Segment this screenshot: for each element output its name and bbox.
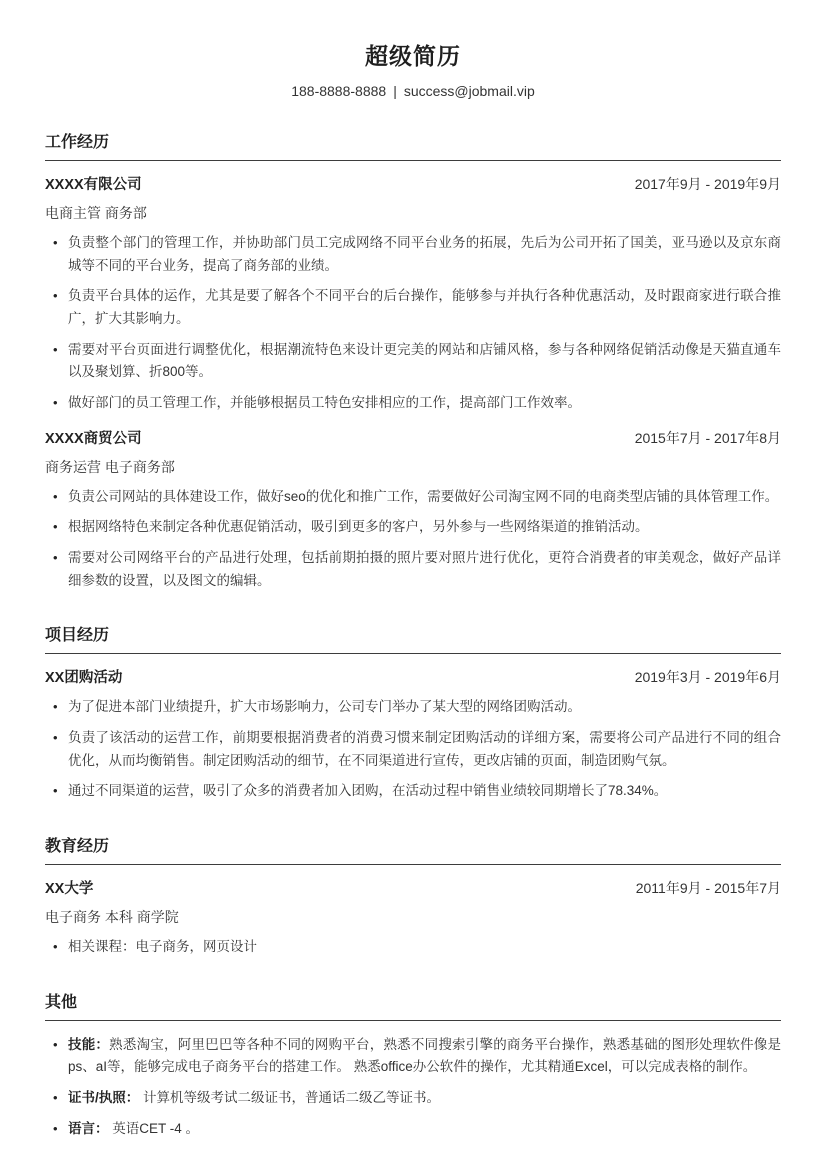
other-item-label: 技能： xyxy=(68,1036,110,1052)
bullet-item: • 根据网络特色来制定各种优惠促销活动，吸引到更多的客户，另外参与一些网络渠道的推销活动。 xyxy=(53,516,781,539)
bullet-list xyxy=(45,486,781,593)
bullet-item: • 负责了该活动的运营工作，前期要根据消费者的消费习惯来制定团购活动的详细方案，需要将公司产品进行不同的组合优化，从而均衡销售。制定团购活动的细节，在不同渠道进行宣传，更改店铺的页面，制造团购气氛。 xyxy=(53,727,781,772)
phone-number: 188-8888-8888 xyxy=(291,83,387,99)
school-name: XX大学 xyxy=(45,881,94,898)
section-title-project: 项目经历 xyxy=(45,622,781,654)
bullet-list xyxy=(45,696,781,803)
entry-header xyxy=(45,666,781,687)
job-title: 电商主管 商务部 xyxy=(45,205,147,221)
project-name: XX团购活动 xyxy=(45,670,123,687)
section-education xyxy=(45,833,781,959)
bullet-item: • 做好部门的员工管理工作，并能够根据员工特色安排相应的工作，提高部门工作效率。 xyxy=(53,392,781,415)
other-item-label: 证书/执照： xyxy=(68,1090,140,1106)
bullet-list xyxy=(45,1034,781,1141)
entry-header xyxy=(45,877,781,898)
bullet-item: • 为了促进本部门业绩提升，扩大市场影响力，公司专门举办了某大型的网络团购活动。 xyxy=(53,696,781,719)
bullet-item: • 需要对公司网络平台的产品进行处理，包括前期拍摄的照片要对照片进行优化，更符合消费者的审美观念，做好产品详细参数的设置，以及图文的编辑。 xyxy=(53,547,781,592)
entry-header xyxy=(45,427,781,448)
bullet-item: • 通过不同渠道的运营，吸引了众多的消费者加入团购，在活动过程中销售业绩较同期增长了78.34%。 xyxy=(53,780,781,803)
bullet-list xyxy=(45,936,781,959)
section-work-experience xyxy=(45,129,781,592)
other-item-label: 语言： xyxy=(68,1120,109,1136)
project-entry-1 xyxy=(45,666,781,803)
bullet-item: • 相关课程：电子商务，网页设计 xyxy=(53,936,781,959)
entry-date: 2015年7月 - 2017年8月 xyxy=(634,429,781,446)
section-title-other: 其他 xyxy=(45,989,781,1021)
other-item-skills xyxy=(53,1034,781,1079)
section-project-experience xyxy=(45,622,781,803)
work-entry-1 xyxy=(45,173,781,415)
entry-date: 2017年9月 - 2019年9月 xyxy=(634,176,781,192)
entry-header xyxy=(45,173,781,194)
job-title: 商务运营 电子商务部 xyxy=(45,458,175,475)
email-address: success@jobmail.vip xyxy=(403,83,535,99)
entry-date: 2019年3月 - 2019年6月 xyxy=(634,669,781,686)
other-item-text: 熟悉淘宝，阿里巴巴等各种不同的网购平台，熟悉不同搜索引擎的商务平台操作，熟悉基础的图形处理软件像是ps、aI等，能够完成电子商务平台的搭建工作。 熟悉office办公软件的操作，尤其精通Excel，可以完成表格的制作。 xyxy=(68,1036,782,1075)
other-item-certificates xyxy=(53,1087,781,1110)
resume-title: 超级简历 xyxy=(365,43,461,69)
section-title-work: 工作经历 xyxy=(45,129,781,161)
work-entry-2 xyxy=(45,427,781,593)
other-item-text: 英语CET -4 。 xyxy=(108,1120,200,1136)
contact-info xyxy=(45,83,781,99)
entry-date: 2011年9月 - 2015年7月 xyxy=(635,880,781,897)
other-item-languages xyxy=(53,1118,781,1141)
section-title-education: 教育经历 xyxy=(45,833,781,865)
company-name: XXXX有限公司 xyxy=(45,177,142,193)
other-item-text: 计算机等级考试二级证书，普通话二级乙等证书。 xyxy=(139,1090,441,1106)
section-other xyxy=(45,989,781,1141)
bullet-item: • 负责平台具体的运作，尤其是要了解各个不同平台的后台操作，能够参与并执行各种优惠活动，及时跟商家进行联合推广，扩大其影响力。 xyxy=(53,285,781,330)
degree-info: 电子商务 本科 商学院 xyxy=(45,909,179,926)
contact-separator: | xyxy=(393,83,397,99)
bullet-item: • 需要对平台页面进行调整优化，根据潮流特色来设计更完美的网站和店铺风格，参与各种网络促销活动像是天猫直通车以及聚划算、折800等。 xyxy=(53,339,781,384)
education-entry-1 xyxy=(45,877,781,959)
bullet-item: • 负责整个部门的管理工作，并协助部门员工完成网络不同平台业务的拓展，先后为公司开拓了国美，亚马逊以及京东商城等不同的平台业务，提高了商务部的业绩。 xyxy=(53,232,781,277)
bullet-list xyxy=(45,232,781,415)
company-name: XXXX商贸公司 xyxy=(45,430,142,447)
bullet-item: • 负责公司网站的具体建设工作，做好seo的优化和推广工作，需要做好公司淘宝网不同的电商类型店铺的具体管理工作。 xyxy=(53,486,781,509)
